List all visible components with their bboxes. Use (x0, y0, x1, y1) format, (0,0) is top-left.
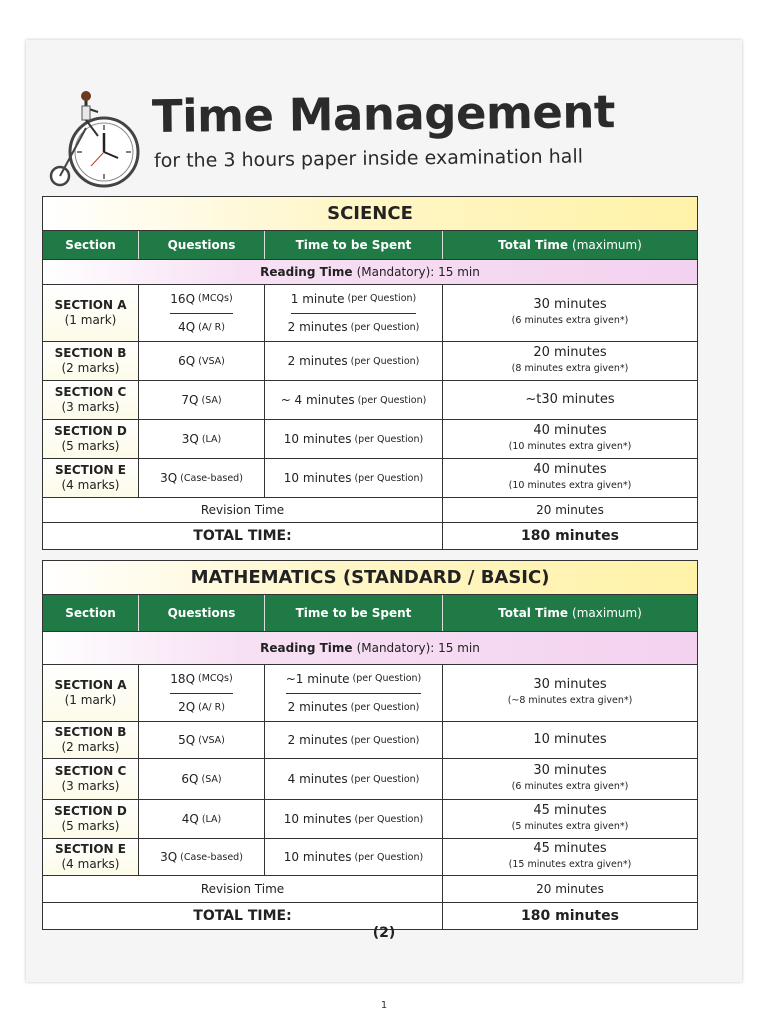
page-title: Time Management (151, 85, 616, 143)
header-time-spent: Time to be Spent (265, 595, 443, 631)
reading-time-row: Reading Time (Mandatory): 15 min (43, 632, 697, 665)
time-cell: 10 minutes (per Question) (265, 420, 443, 458)
section-name: SECTION E (4 marks) (43, 839, 139, 875)
section-name: SECTION C (3 marks) (43, 381, 139, 419)
section-name: SECTION D (5 marks) (43, 420, 139, 458)
table-header (43, 231, 697, 260)
reading-time-row: Reading Time (Mandatory): 15 min (43, 260, 697, 285)
questions-cell: 3Q (Case-based) (139, 459, 265, 497)
table-header (43, 595, 697, 632)
revision-label: Revision Time (43, 498, 443, 522)
total-cell: 30 minutes (6 minutes extra given*) (511, 297, 629, 326)
page-subtitle: for the 3 hours paper inside examination hall (153, 145, 584, 172)
page-number: (2) (372, 925, 396, 941)
questions-cell: 3Q (Case-based) (139, 839, 265, 875)
header-questions: Questions (139, 231, 265, 259)
total-value: 180 minutes (521, 908, 619, 924)
questions-cell: 16Q (MCQs) 4Q (A/ R) (139, 285, 265, 341)
questions-cell: 4Q (LA) (139, 800, 265, 838)
time-cell: ~ 4 minutes (per Question) (265, 381, 443, 419)
header-section: Section (43, 231, 139, 259)
table-caption: MATHEMATICS (STANDARD / BASIC) (43, 561, 697, 595)
table-caption: SCIENCE (43, 197, 697, 231)
header-time-spent: Time to be Spent (265, 231, 443, 259)
questions-cell: 3Q (LA) (139, 420, 265, 458)
total-label: TOTAL TIME: (43, 523, 443, 549)
table-row (43, 342, 697, 381)
total-cell: ~t30 minutes (525, 392, 615, 407)
table-row (43, 665, 697, 722)
section-name: SECTION A (1 mark) (43, 665, 139, 721)
table-row (43, 285, 697, 342)
science-table (42, 196, 698, 550)
revision-value: 20 minutes (536, 882, 604, 896)
table-row (43, 381, 697, 420)
time-cell: 2 minutes (per Question) (265, 342, 443, 380)
table-row (43, 800, 697, 839)
time-cell: 10 minutes (per Question) (265, 800, 443, 838)
section-name: SECTION B (2 marks) (43, 342, 139, 380)
time-cell: 1 minute (per Question) 2 minutes (per Question) (265, 285, 443, 341)
total-cell: 40 minutes (10 minutes extra given*) (508, 423, 632, 452)
section-name: SECTION D (5 marks) (43, 800, 139, 838)
header-questions: Questions (139, 595, 265, 631)
section-name: SECTION E (4 marks) (43, 459, 139, 497)
total-value: 180 minutes (521, 528, 619, 544)
questions-cell: 7Q (SA) (139, 381, 265, 419)
questions-cell: 5Q (VSA) (139, 722, 265, 758)
header-total-time: Total Time (maximum) (498, 606, 642, 620)
total-cell: 20 minutes (8 minutes extra given*) (511, 345, 629, 374)
table-row (43, 839, 697, 876)
table-row (43, 420, 697, 459)
total-cell: 10 minutes (533, 732, 607, 747)
total-label: TOTAL TIME: (43, 903, 443, 929)
section-name: SECTION A (1 mark) (43, 285, 139, 341)
table-row (43, 459, 697, 498)
total-cell: 30 minutes (6 minutes extra given*) (511, 763, 629, 792)
questions-cell: 6Q (SA) (139, 759, 265, 799)
time-cell: ~1 minute (per Question) 2 minutes (per Question) (265, 665, 443, 721)
total-cell: 40 minutes (10 minutes extra given*) (508, 462, 632, 491)
time-cell: 10 minutes (per Question) (265, 839, 443, 875)
revision-row (43, 498, 697, 523)
questions-cell: 18Q (MCQs) 2Q (A/ R) (139, 665, 265, 721)
header-total-time: Total Time (maximum) (498, 238, 642, 252)
questions-cell: 6Q (VSA) (139, 342, 265, 380)
page-index: 1 (380, 1000, 388, 1011)
revision-row (43, 876, 697, 903)
time-cell: 4 minutes (per Question) (265, 759, 443, 799)
total-cell: 30 minutes (~8 minutes extra given*) (507, 677, 633, 706)
revision-label: Revision Time (43, 876, 443, 902)
clock-penny-farthing-icon (46, 88, 142, 188)
total-cell: 45 minutes (15 minutes extra given*) (508, 841, 632, 870)
section-name: SECTION C (3 marks) (43, 759, 139, 799)
mathematics-table (42, 560, 698, 930)
time-cell: 2 minutes (per Question) (265, 722, 443, 758)
total-cell: 45 minutes (5 minutes extra given*) (511, 803, 629, 832)
total-row (43, 523, 697, 549)
revision-value: 20 minutes (536, 503, 604, 517)
table-row (43, 759, 697, 800)
time-cell: 10 minutes (per Question) (265, 459, 443, 497)
section-name: SECTION B (2 marks) (43, 722, 139, 758)
header-section: Section (43, 595, 139, 631)
table-row (43, 722, 697, 759)
